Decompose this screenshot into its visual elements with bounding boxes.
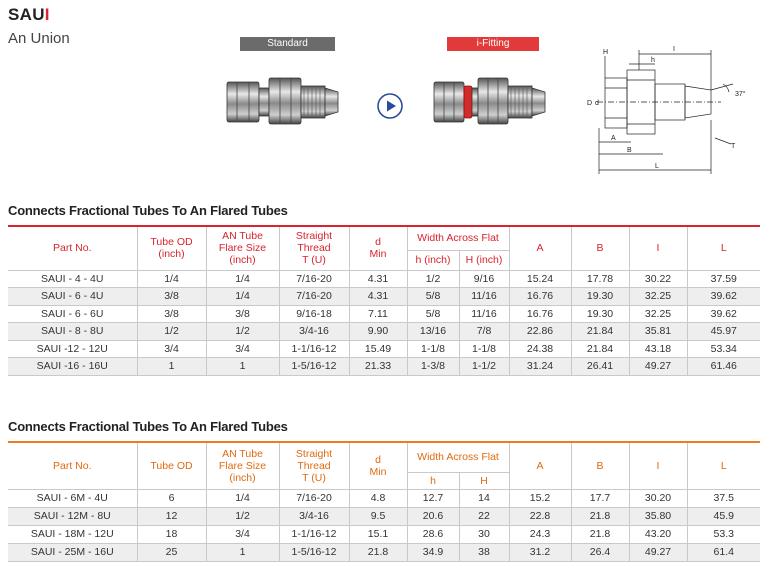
table-cell: 37.59 — [687, 270, 760, 288]
table-cell: 1 — [206, 543, 279, 561]
table-cell: 37.5 — [687, 489, 760, 507]
header-part-no: Part No. — [8, 442, 137, 489]
table-cell: 32.25 — [629, 305, 687, 323]
table-cell: 7/16-20 — [279, 288, 349, 306]
part-number-cell: SAUI - 6 - 4U — [8, 288, 137, 306]
table-cell: 1/4 — [206, 270, 279, 288]
table-cell: 38 — [459, 543, 509, 561]
table-cell: 4.31 — [349, 270, 407, 288]
header-an-flare-size: AN Tube Flare Size (inch) — [206, 442, 279, 489]
table-row — [8, 507, 760, 525]
header-d-min: d Min — [349, 226, 407, 270]
table-cell: 20.6 — [407, 507, 459, 525]
table-cell: 30 — [459, 525, 509, 543]
play-arrow-icon — [377, 93, 403, 119]
table-row — [8, 288, 760, 306]
diagram-label-h: h — [651, 57, 655, 64]
table-cell: 5/8 — [407, 305, 459, 323]
table-cell: 21.84 — [571, 340, 629, 358]
table-cell: 4.8 — [349, 489, 407, 507]
table-cell: 22.8 — [509, 507, 571, 525]
table-cell: 21.8 — [349, 543, 407, 561]
table-row — [8, 525, 760, 543]
table-row — [8, 305, 760, 323]
ifitting-image — [432, 68, 547, 132]
table-cell: 24.3 — [509, 525, 571, 543]
part-number-cell: SAUI - 12M - 8U — [8, 507, 137, 525]
table-row — [8, 543, 760, 561]
part-number-cell: SAUI - 4 - 4U — [8, 270, 137, 288]
table-cell: 14 — [459, 489, 509, 507]
table-cell: 9/16 — [459, 270, 509, 288]
table-cell: 1 — [137, 358, 206, 376]
table-cell: 5/8 — [407, 288, 459, 306]
table-cell: 25 — [137, 543, 206, 561]
header-H: H — [459, 472, 509, 489]
table-cell: 21.8 — [571, 507, 629, 525]
metric-spec-table — [8, 441, 760, 562]
table-cell: 13/16 — [407, 323, 459, 341]
table-cell: 39.62 — [687, 305, 760, 323]
table-cell: 11/16 — [459, 288, 509, 306]
diagram-label-d: d — [595, 100, 599, 107]
table-cell: 3/8 — [137, 305, 206, 323]
table-cell: 12.7 — [407, 489, 459, 507]
table-cell: 9.5 — [349, 507, 407, 525]
header-tube-od: Tube OD — [137, 442, 206, 489]
page-subtitle: An Union — [8, 30, 70, 47]
table-cell: 39.62 — [687, 288, 760, 306]
standard-label: Standard — [240, 37, 335, 51]
table-cell: 17.78 — [571, 270, 629, 288]
table-cell: 22 — [459, 507, 509, 525]
table-cell: 1/2 — [206, 507, 279, 525]
table-cell: 3/4 — [206, 340, 279, 358]
part-number-cell: SAUI -16 - 16U — [8, 358, 137, 376]
table-cell: 1/2 — [206, 323, 279, 341]
table-cell: 32.25 — [629, 288, 687, 306]
table-cell: 3/4 — [206, 525, 279, 543]
ifitting-label: i-Fitting — [447, 37, 539, 51]
header-L: L — [687, 226, 760, 270]
header-width-across-flat: Width Across Flat — [407, 226, 509, 250]
diagram-label-T: T — [731, 143, 736, 150]
table-cell: 1-5/16-12 — [279, 358, 349, 376]
table-cell: 7.11 — [349, 305, 407, 323]
part-number-cell: SAUI - 8 - 8U — [8, 323, 137, 341]
table-cell: 1/4 — [137, 270, 206, 288]
diagram-label-B: B — [627, 147, 632, 154]
table-cell: 7/16-20 — [279, 270, 349, 288]
table-cell: 21.8 — [571, 525, 629, 543]
diagram-label-L: L — [655, 163, 659, 170]
part-number-cell: SAUI -12 - 12U — [8, 340, 137, 358]
title-accent: I — [44, 5, 50, 24]
table-cell: 9/16-18 — [279, 305, 349, 323]
table-cell: 1-1/8 — [407, 340, 459, 358]
diagram-label-D: D — [587, 100, 593, 107]
diagram-label-angle: 37° — [735, 91, 746, 98]
table-cell: 35.81 — [629, 323, 687, 341]
table-cell: 22.86 — [509, 323, 571, 341]
table-cell: 26.4 — [571, 543, 629, 561]
table-cell: 17.7 — [571, 489, 629, 507]
header-A: A — [509, 442, 571, 489]
table-cell: 61.46 — [687, 358, 760, 376]
table-cell: 1 — [206, 358, 279, 376]
table-cell: 19.30 — [571, 288, 629, 306]
table-cell: 1-5/16-12 — [279, 543, 349, 561]
table-cell: 16.76 — [509, 288, 571, 306]
diagram-label-I: I — [673, 46, 675, 53]
header-tube-od: Tube OD (inch) — [137, 226, 206, 270]
header-I: I — [629, 226, 687, 270]
header-I: I — [629, 442, 687, 489]
table-cell: 45.97 — [687, 323, 760, 341]
header-width-across-flat: Width Across Flat — [407, 442, 509, 472]
header-straight-thread: Straight Thread T (U) — [279, 226, 349, 270]
table-cell: 31.2 — [509, 543, 571, 561]
table-cell: 1/2 — [407, 270, 459, 288]
table-cell: 30.22 — [629, 270, 687, 288]
section-title-metric: Connects Fractional Tubes To An Flared Tubes — [8, 419, 288, 434]
part-number-cell: SAUI - 6 - 6U — [8, 305, 137, 323]
table-cell: 15.2 — [509, 489, 571, 507]
table-cell: 6 — [137, 489, 206, 507]
table-cell: 49.27 — [629, 358, 687, 376]
table-cell: 49.27 — [629, 543, 687, 561]
table-cell: 7/8 — [459, 323, 509, 341]
table-row — [8, 489, 760, 507]
header-B: B — [571, 226, 629, 270]
part-number-cell: SAUI - 25M - 16U — [8, 543, 137, 561]
header-B: B — [571, 442, 629, 489]
header-part-no: Part No. — [8, 226, 137, 270]
table-cell: 3/4-16 — [279, 507, 349, 525]
page-title — [8, 5, 50, 25]
header-straight-thread: Straight Thread T (U) — [279, 442, 349, 489]
table-row — [8, 323, 760, 341]
diagram-label-A: A — [611, 135, 616, 142]
table-cell: 26.41 — [571, 358, 629, 376]
table-cell: 1-1/2 — [459, 358, 509, 376]
table-cell: 3/4 — [137, 340, 206, 358]
table-cell: 21.33 — [349, 358, 407, 376]
table-cell: 15.24 — [509, 270, 571, 288]
table-cell: 21.84 — [571, 323, 629, 341]
header-h: h — [407, 472, 459, 489]
table-cell: 28.6 — [407, 525, 459, 543]
table-cell: 1-1/8 — [459, 340, 509, 358]
table-cell: 1/4 — [206, 288, 279, 306]
title-main: SAU — [8, 5, 45, 24]
table-cell: 45.9 — [687, 507, 760, 525]
table-cell: 35.80 — [629, 507, 687, 525]
dimension-diagram — [583, 40, 763, 182]
table-cell: 31.24 — [509, 358, 571, 376]
header-h-inch: h (inch) — [407, 250, 459, 270]
part-number-cell: SAUI - 6M - 4U — [8, 489, 137, 507]
header-H-inch: H (inch) — [459, 250, 509, 270]
header-d-min: d Min — [349, 442, 407, 489]
table-cell: 43.20 — [629, 525, 687, 543]
table-cell: 16.76 — [509, 305, 571, 323]
header-A: A — [509, 226, 571, 270]
table-cell: 3/4-16 — [279, 323, 349, 341]
table-cell: 18 — [137, 525, 206, 543]
table-cell: 19.30 — [571, 305, 629, 323]
table-cell: 34.9 — [407, 543, 459, 561]
table-cell: 7/16-20 — [279, 489, 349, 507]
table-cell: 3/8 — [206, 305, 279, 323]
table-row — [8, 270, 760, 288]
table-cell: 30.20 — [629, 489, 687, 507]
table-cell: 12 — [137, 507, 206, 525]
table-cell: 1-3/8 — [407, 358, 459, 376]
table-row — [8, 340, 760, 358]
header-L: L — [687, 442, 760, 489]
table-cell: 9.90 — [349, 323, 407, 341]
table-cell: 1-1/16-12 — [279, 340, 349, 358]
header-an-flare-size: AN Tube Flare Size (inch) — [206, 226, 279, 270]
table-cell: 1/4 — [206, 489, 279, 507]
table-cell: 43.18 — [629, 340, 687, 358]
table-cell: 24.38 — [509, 340, 571, 358]
table-cell: 61.4 — [687, 543, 760, 561]
table-cell: 15.1 — [349, 525, 407, 543]
table-cell: 15.49 — [349, 340, 407, 358]
diagram-label-H: H — [603, 49, 609, 56]
section-title-fractional: Connects Fractional Tubes To An Flared Tubes — [8, 203, 288, 218]
table-cell: 53.34 — [687, 340, 760, 358]
table-cell: 53.3 — [687, 525, 760, 543]
table-cell: 1/2 — [137, 323, 206, 341]
table-cell: 3/8 — [137, 288, 206, 306]
table-cell: 11/16 — [459, 305, 509, 323]
fractional-spec-table — [8, 225, 760, 376]
table-cell: 1-1/16-12 — [279, 525, 349, 543]
table-cell: 4.31 — [349, 288, 407, 306]
standard-fitting-image — [225, 68, 340, 132]
part-number-cell: SAUI - 18M - 12U — [8, 525, 137, 543]
table-row — [8, 358, 760, 376]
